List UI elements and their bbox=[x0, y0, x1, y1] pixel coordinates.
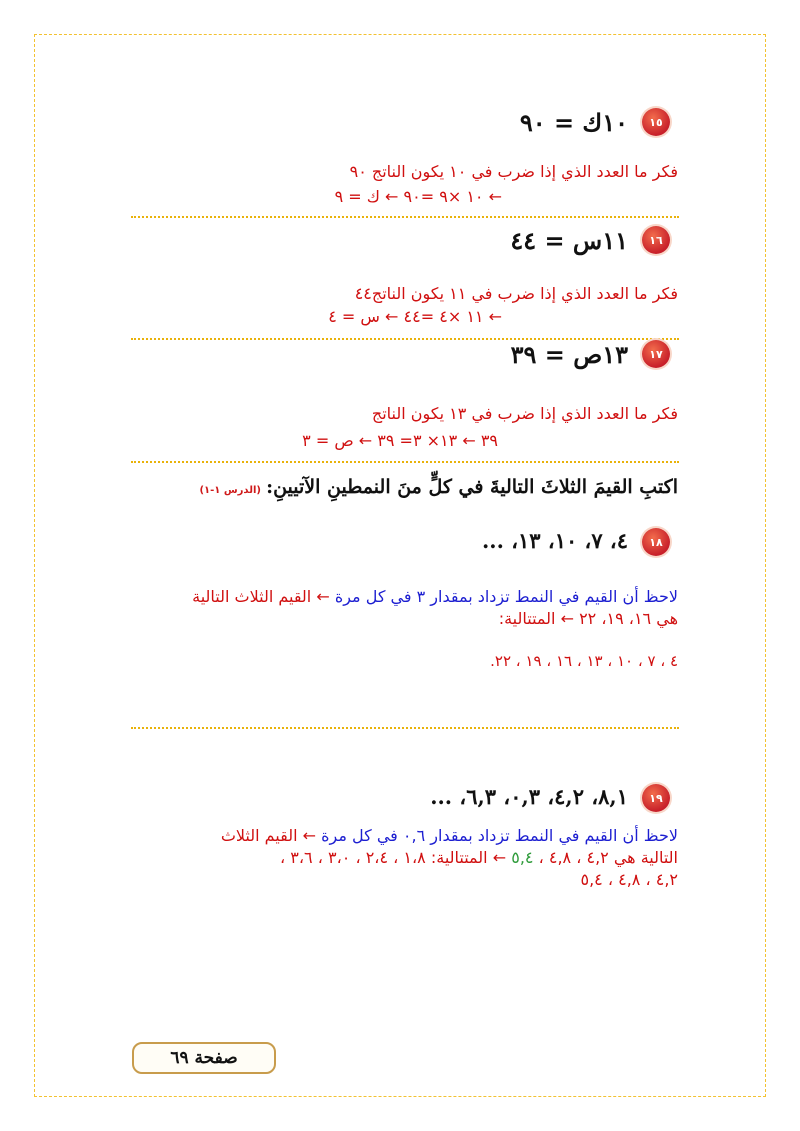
problem-15-badge bbox=[642, 108, 670, 136]
problem-18-result: ٤ ، ٧ ، ١٠ ، ١٣ ، ١٦ ، ١٩ ، ٢٢. bbox=[490, 652, 678, 670]
problem-18-sequence-label: المتتالية: bbox=[498, 609, 556, 628]
problem-15-solution: ← ١٠ ×٩ =٩٠ ← ك = ٩ bbox=[334, 187, 502, 206]
problem-16-badge bbox=[642, 226, 670, 254]
problem-17-solution: ٣٩ ← ١٣× ٣= ٣٩ ← ص = ٣ bbox=[302, 431, 498, 450]
section-heading bbox=[199, 476, 678, 498]
problem-17-hint: فكر ما العدد الذي إذا ضرب في ١٣ يكون الناتج bbox=[371, 404, 678, 423]
separator bbox=[131, 727, 679, 729]
problem-18-explanation bbox=[118, 586, 678, 630]
problem-18-number: ١٨ bbox=[649, 535, 663, 549]
page-number-box bbox=[132, 1042, 276, 1074]
problem-16-number: ١٦ bbox=[649, 233, 663, 247]
separator bbox=[131, 461, 679, 463]
problem-16-hint: فكر ما العدد الذي إذا ضرب في ١١ يكون الناتج٤٤ bbox=[354, 284, 678, 303]
problem-18-next-values-label: القيم الثلاث التالية bbox=[192, 587, 312, 606]
separator bbox=[131, 216, 679, 218]
problem-19-badge bbox=[642, 784, 670, 812]
problem-15-hint: فكر ما العدد الذي إذا ضرب في ١٠ يكون الناتج ٩٠ bbox=[349, 162, 678, 181]
problem-15-number: ١٥ bbox=[649, 115, 663, 129]
problem-17-badge bbox=[642, 340, 670, 368]
problem-19-highlight-value: ٥,٤ bbox=[511, 848, 534, 867]
problem-19-next-values: التالية هي ٤,٢ ، ٤,٨ ، bbox=[538, 848, 678, 867]
problem-15-equation: ١٠ك = ٩٠ bbox=[519, 108, 628, 137]
problem-19-explanation bbox=[118, 825, 678, 891]
problem-16-equation: ١١س = ٤٤ bbox=[510, 226, 628, 255]
problem-19-sequence-tail: ٤,٢ ، ٤,٨ ، ٥,٤ bbox=[580, 870, 678, 889]
arrow-left-icon: ← bbox=[302, 826, 317, 845]
arrow-left-icon: ← bbox=[316, 587, 330, 606]
problem-18-sequence: ٤، ٧، ١٠، ١٣، ... bbox=[482, 528, 628, 553]
problem-19-sequence: ٨,١، ٤,٢، ٠,٣، ٦,٣، ... bbox=[430, 784, 628, 809]
problem-17-equation: ١٣ص = ٣٩ bbox=[510, 340, 628, 369]
problem-19-number: ١٩ bbox=[649, 791, 663, 805]
problem-18-badge bbox=[642, 528, 670, 556]
arrow-left-icon: ← bbox=[560, 609, 574, 628]
problem-19-sequence-label: المتتالية: ١،٨ ، ٢،٤ ، ٣،٠ ، ٣،٦ ، bbox=[280, 848, 488, 867]
section-heading-text: اكتبِ القيمَ الثلاثَ التاليةَ في كلٍّ منَ النمطينِ الآتيينِ: bbox=[266, 476, 678, 498]
problem-18-note: لاحظ أن القيم في النمط تزداد بمقدار ٣ في كل مرة bbox=[334, 587, 678, 606]
problem-19-next-values-label: القيم الثلاث bbox=[220, 826, 298, 845]
arrow-left-icon: ← bbox=[492, 848, 507, 867]
problem-16-solution: ← ١١ ×٤ =٤٤ ← س = ٤ bbox=[328, 307, 502, 326]
page-number: صفحة ٦٩ bbox=[170, 1048, 238, 1068]
problem-19-note: لاحظ أن القيم في النمط تزداد بمقدار ٠,٦ في كل مرة bbox=[321, 826, 678, 845]
problem-17-number: ١٧ bbox=[649, 347, 663, 361]
problem-18-next-values: هي ١٦، ١٩، ٢٢ bbox=[579, 609, 678, 628]
lesson-reference: (الدرس ١-١) bbox=[199, 485, 261, 496]
